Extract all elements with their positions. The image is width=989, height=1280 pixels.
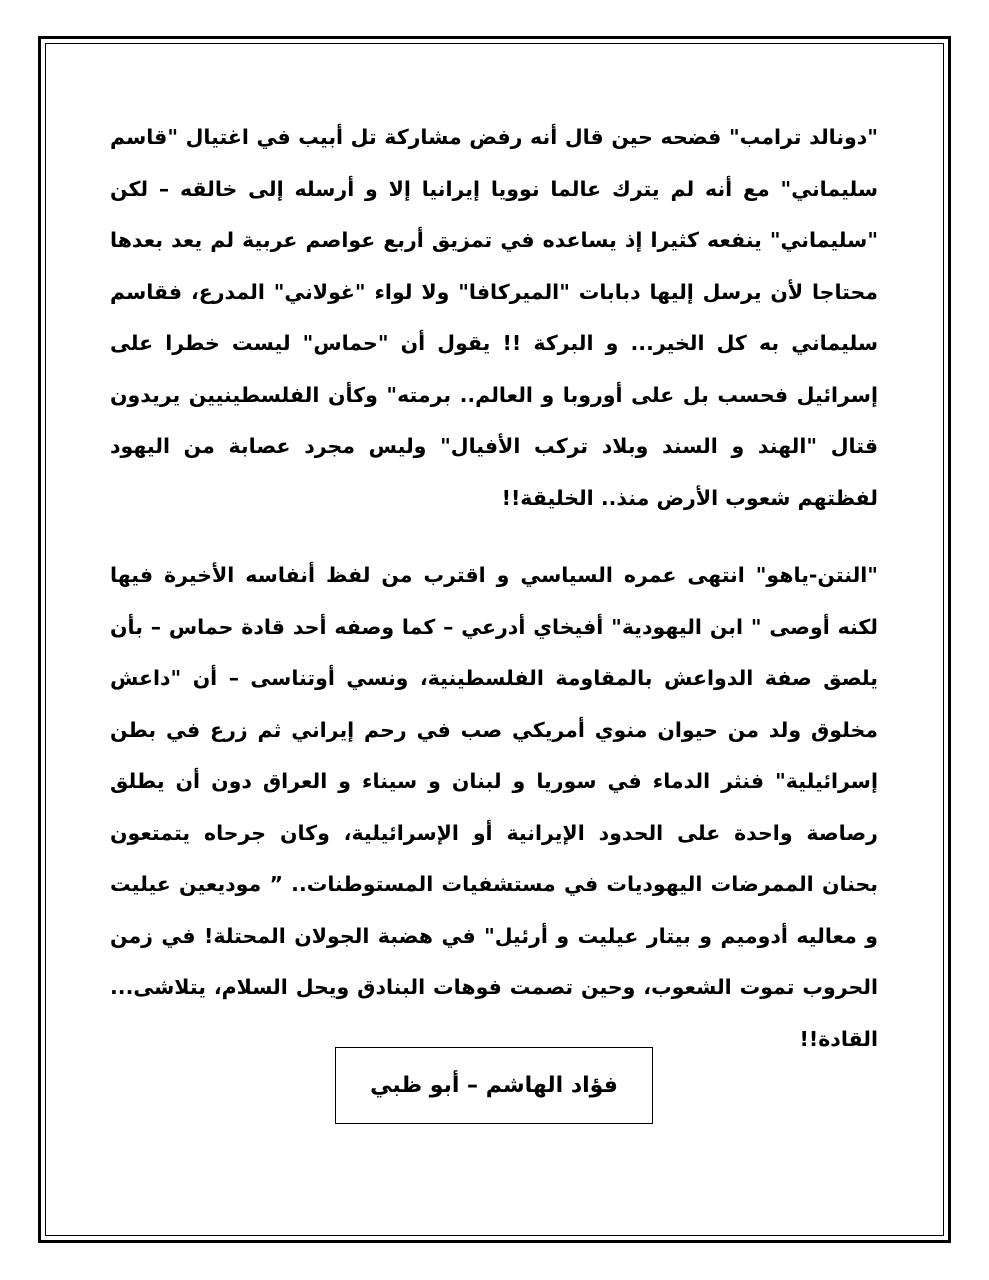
author-signature: فؤاد الهاشم – أبو ظبي (370, 1073, 618, 1098)
article-body (110, 112, 878, 1065)
article-paragraph-1: "دونالد ترامب" فضحه حين قال أنه رفض مشاركة تل أبيب في اغتيال "قاسم سليماني" مع أنه لم يترك عالما نوويا إيرانيا إلا و أرسله إلى خالقه – لكن "سليماني" ينفعه كثيرا إذ يساعده في تمزيق أربع عواصم عربية لم يعد بعدها محتاجا لأن يرسل إليها دبابات "الميركافا" ولا لواء "غولاني" المدرع، فقاسم سليماني به كل الخير... و البركة !! يقول أن "حماس" ليست خطرا على إسرائيل فحسب بل على أوروبا و العالم.. برمته" وكأن الفلسطينيين يريدون قتال "الهند و السند وبلاد تركب الأفيال" وليس مجرد عصابة من اليهود لفظتهم شعوب الأرض منذ.. الخليقة!! (110, 125, 878, 510)
article-paragraph-2: "النتن-ياهو" انتهى عمره السياسي و اقترب من لفظ أنفاسه الأخيرة فيها لكنه أوصى " ابن اليهودية" أفيخاي أدرعي – كما وصفه أحد قادة حماس – بأن يلصق صفة الدواعش بالمقاومة الفلسطينية، ونسي أوتناسى – أن "داعش مخلوق ولد من حيوان منوي أمريكي صب في رحم إيراني ثم زرع في بطن إسرائيلية" فنثر الدماء في سوريا و لبنان و سيناء و العراق دون أن يطلق رصاصة واحدة على الحدود الإيرانية أو الإسرائيلية، وكان جرحاه يتمتعون بحنان الممرضات اليهوديات في مستشفيات المستوطنات.. ” موديعين عيليت و معاليه أدوميم و بيتار عيليت و أرئيل" في هضبة الجولان المحتلة! في زمن الحروب تموت الشعوب، وحين تصمت فوهات البنادق ويحل السلام، يتلاشى... القادة!! (110, 563, 878, 1051)
author-signature-box (335, 1047, 653, 1124)
